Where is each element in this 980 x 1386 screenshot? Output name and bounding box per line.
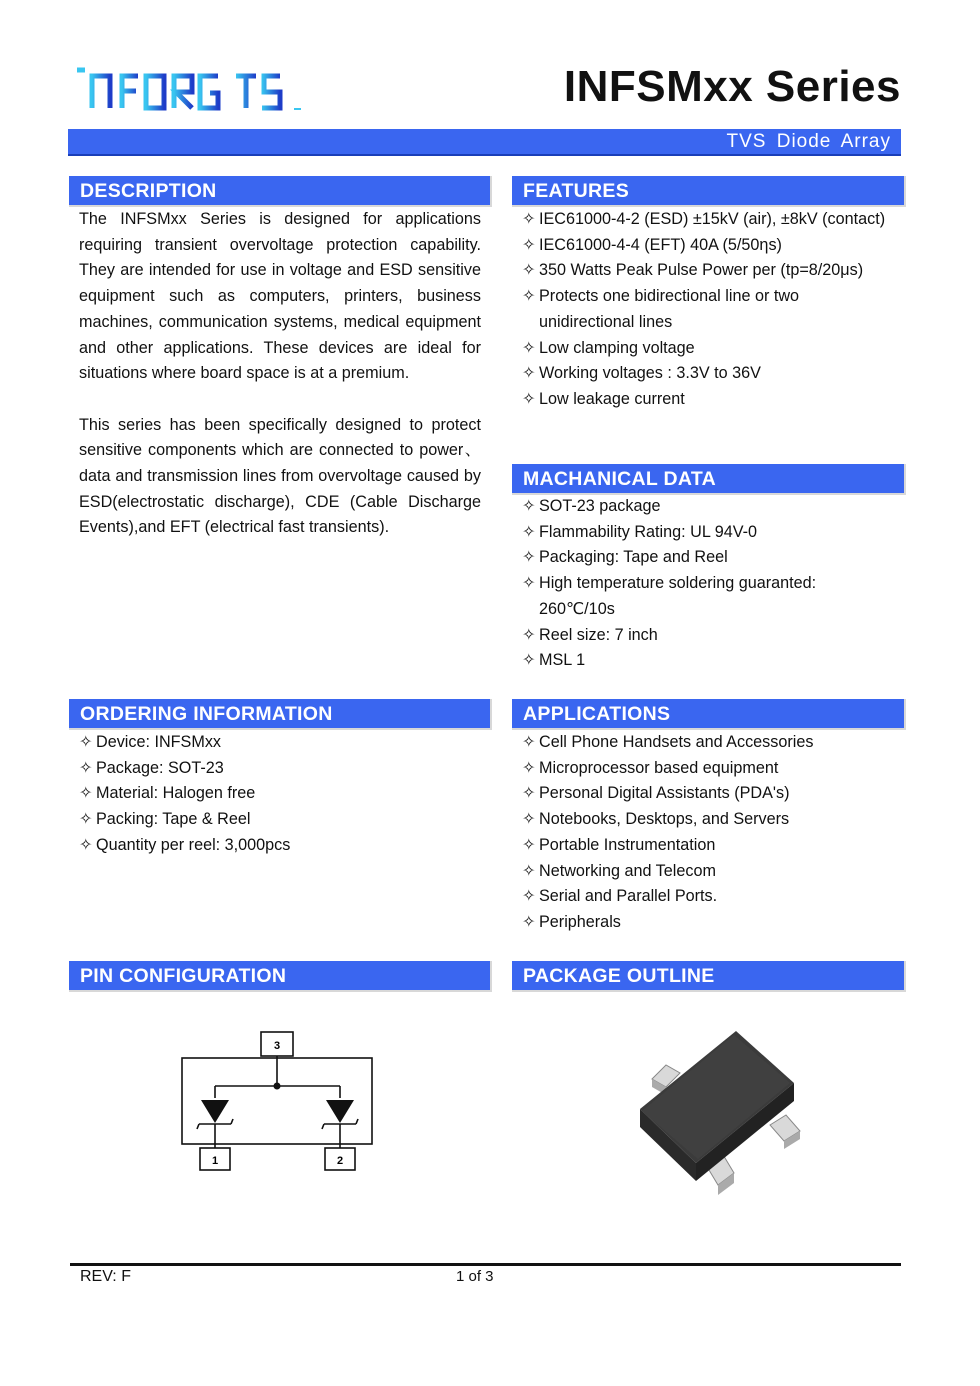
applications-list bbox=[522, 730, 896, 936]
list-item bbox=[522, 833, 896, 859]
sot23-package-image bbox=[630, 1025, 805, 1205]
ordering-list bbox=[79, 730, 479, 859]
page-title: INFSMxx Series bbox=[563, 62, 901, 111]
subtitle: TVS Diode Array bbox=[726, 131, 891, 152]
section-heading-mechanical: MACHANICAL DATA bbox=[512, 464, 906, 495]
bullet-icon: ✧ bbox=[522, 861, 536, 880]
list-item-text: Packaging: Tape and Reel bbox=[539, 548, 728, 567]
description-paragraph: This series has been specifically designed to protect sensitive components which are connected to power、data and transmission lines from overvoltage caused by ESD(electrostatic discharge), CDE (Cable Discharge Events),and EFT (electrical fast transients). bbox=[79, 415, 481, 537]
bullet-icon: ✧ bbox=[522, 574, 536, 593]
bullet-icon: ✧ bbox=[522, 912, 536, 931]
list-item bbox=[522, 910, 896, 936]
bullet-icon: ✧ bbox=[522, 235, 536, 254]
list-item bbox=[522, 730, 896, 756]
section-heading-features: FEATURES bbox=[512, 176, 906, 207]
bullet-icon: ✧ bbox=[522, 338, 536, 357]
section-heading-ordering: ORDERING INFORMATION bbox=[69, 699, 492, 730]
list-item-text: Quantity per reel: 3,000pcs bbox=[96, 835, 291, 854]
bullet-icon: ✧ bbox=[79, 733, 93, 751]
bullet-icon: ✧ bbox=[522, 287, 536, 306]
list-item-text: IEC61000-4-4 (EFT) 40A (5/50ηs) bbox=[539, 235, 782, 254]
list-item bbox=[79, 807, 479, 833]
list-item bbox=[522, 648, 896, 674]
bullet-icon: ✧ bbox=[79, 784, 93, 803]
list-item bbox=[522, 884, 896, 910]
list-item-text: Low clamping voltage bbox=[539, 338, 695, 357]
list-item-text: Networking and Telecom bbox=[539, 861, 716, 880]
list-item-text: Packing: Tape & Reel bbox=[96, 810, 251, 829]
bullet-icon: ✧ bbox=[522, 625, 536, 644]
list-item-text: Material: Halogen free bbox=[96, 784, 256, 803]
list-item bbox=[522, 756, 896, 782]
list-item bbox=[522, 207, 896, 233]
list-item bbox=[79, 833, 479, 859]
revision-label: REV: F bbox=[80, 1268, 131, 1285]
page-number: 1 of 3 bbox=[456, 1268, 494, 1285]
bullet-icon: ✧ bbox=[522, 210, 536, 228]
bullet-icon: ✧ bbox=[522, 810, 536, 829]
list-item bbox=[522, 258, 896, 284]
bullet-icon: ✧ bbox=[522, 651, 536, 670]
pin-configuration-diagram bbox=[175, 1028, 380, 1176]
list-item-text: Notebooks, Desktops, and Servers bbox=[539, 810, 790, 829]
list-item-text: Low leakage current bbox=[539, 389, 685, 408]
list-item bbox=[522, 361, 896, 387]
mechanical-list bbox=[522, 494, 896, 674]
list-item bbox=[522, 284, 896, 335]
pin-label: 1 bbox=[211, 1155, 219, 1167]
description-paragraph: The INFSMxx Series is designed for applications requiring transient overvoltage protection capability. They are intended for use in voltage and ESD sensitive equipment such as computers, printers, business machines, communication systems, medical equipment and other applications. These devices are ideal for situations where board space is at a premium. bbox=[79, 210, 481, 383]
list-item bbox=[522, 545, 896, 571]
footer-divider bbox=[70, 1263, 901, 1266]
section-heading-package-outline: PACKAGE OUTLINE bbox=[512, 961, 906, 992]
tvs-schematic-icon bbox=[175, 1028, 380, 1176]
list-item-text: Device: INFSMxx bbox=[96, 733, 222, 751]
list-item-text: Microprocessor based equipment bbox=[539, 758, 779, 777]
list-item bbox=[79, 756, 479, 782]
bullet-icon: ✧ bbox=[522, 522, 536, 541]
bullet-icon: ✧ bbox=[79, 835, 93, 854]
list-item bbox=[522, 859, 896, 885]
sot23-package-icon bbox=[630, 1025, 805, 1205]
list-item bbox=[522, 520, 896, 546]
list-item bbox=[522, 387, 896, 413]
list-item-text: Flammability Rating: UL 94V-0 bbox=[539, 522, 758, 541]
bullet-icon: ✧ bbox=[522, 784, 536, 803]
list-item-text: Personal Digital Assistants (PDA's) bbox=[539, 784, 790, 803]
bullet-icon: ✧ bbox=[522, 261, 536, 280]
bullet-icon: ✧ bbox=[522, 733, 536, 751]
list-item-text: SOT-23 package bbox=[539, 497, 661, 515]
pin-label: 3 bbox=[273, 1040, 281, 1052]
bullet-icon: ✧ bbox=[522, 548, 536, 567]
bullet-icon: ✧ bbox=[522, 887, 536, 906]
list-item-text: Portable Instrumentation bbox=[539, 835, 716, 854]
bullet-icon: ✧ bbox=[522, 758, 536, 777]
list-item-text: IEC61000-4-2 (ESD) ±15kV (air), ±8kV (contact) bbox=[539, 210, 886, 228]
list-item-text: Serial and Parallel Ports. bbox=[539, 887, 718, 906]
header-bar bbox=[68, 129, 901, 156]
list-item bbox=[522, 807, 896, 833]
list-item bbox=[522, 571, 896, 622]
list-item bbox=[522, 233, 896, 259]
list-item bbox=[522, 623, 896, 649]
list-item-text: Package: SOT-23 bbox=[96, 758, 224, 777]
section-heading-pin-config: PIN CONFIGURATION bbox=[69, 961, 492, 992]
list-item bbox=[79, 781, 479, 807]
features-list bbox=[522, 207, 896, 413]
bullet-icon: ✧ bbox=[522, 497, 536, 515]
list-item bbox=[522, 336, 896, 362]
description-text bbox=[79, 207, 481, 541]
bullet-icon: ✧ bbox=[522, 835, 536, 854]
inforgits-logo-icon bbox=[74, 62, 304, 116]
list-item-text: Protects one bidirectional line or two unidirectional lines bbox=[539, 287, 800, 331]
list-item-text: MSL 1 bbox=[539, 651, 586, 670]
bullet-icon: ✧ bbox=[79, 758, 93, 777]
list-item-text: High temperature soldering guaranted: 260℃/10s bbox=[539, 574, 817, 618]
bullet-icon: ✧ bbox=[522, 364, 536, 383]
list-item bbox=[522, 781, 896, 807]
pin-label: 2 bbox=[336, 1155, 344, 1167]
list-item-text: Working voltages : 3.3V to 36V bbox=[539, 364, 761, 383]
list-item bbox=[79, 730, 479, 756]
list-item-text: Cell Phone Handsets and Accessories bbox=[539, 733, 814, 751]
list-item bbox=[522, 494, 896, 520]
list-item-text: Peripherals bbox=[539, 912, 621, 931]
section-heading-applications: APPLICATIONS bbox=[512, 699, 906, 730]
list-item-text: Reel size: 7 inch bbox=[539, 625, 658, 644]
bullet-icon: ✧ bbox=[522, 389, 536, 408]
list-item-text: 350 Watts Peak Pulse Power per (tp=8/20μs) bbox=[539, 261, 864, 280]
section-heading-description: DESCRIPTION bbox=[69, 176, 492, 207]
company-logo bbox=[74, 62, 304, 116]
bullet-icon: ✧ bbox=[79, 810, 93, 829]
